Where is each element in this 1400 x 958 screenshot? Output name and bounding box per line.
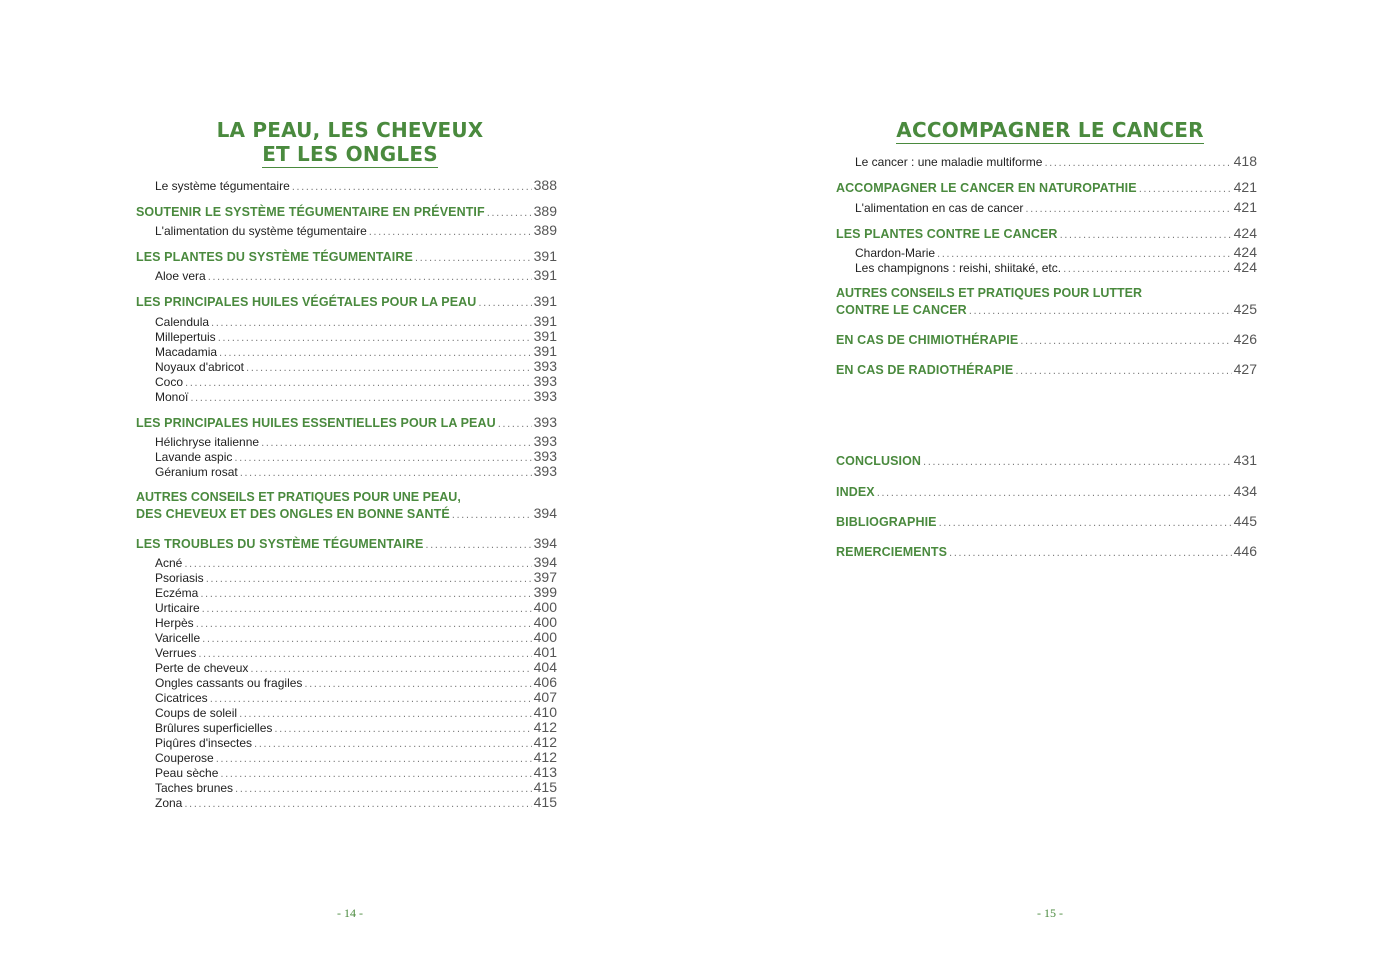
- dot-leader: [498, 417, 532, 432]
- dot-leader: [292, 180, 532, 195]
- toc-page-number: 445: [1233, 513, 1257, 529]
- toc-subentry[interactable]: [155, 359, 557, 374]
- toc-entry-label: Acné: [155, 556, 183, 570]
- toc-subentry[interactable]: [155, 389, 557, 404]
- toc-entry-label: INDEX: [836, 485, 875, 499]
- toc-entry-label: Hélichryse italienne: [155, 435, 260, 449]
- toc-section-entry[interactable]: [136, 536, 557, 551]
- toc-subentry[interactable]: [155, 314, 557, 329]
- toc-section-entry[interactable]: [136, 294, 557, 309]
- toc-entry-label: BIBLIOGRAPHIE: [836, 515, 937, 529]
- toc-entry-label: Les champignons : reishi, shiitaké, etc.: [855, 261, 1062, 275]
- toc-entry-label: Zona: [155, 796, 183, 810]
- toc-section-entry[interactable]: [836, 332, 1257, 347]
- toc-page-number: 406: [533, 674, 557, 690]
- toc-page-number: 393: [533, 373, 557, 389]
- toc-subentry[interactable]: [155, 178, 557, 193]
- toc-page-number: 389: [533, 222, 557, 238]
- dot-leader: [1015, 364, 1231, 379]
- toc-entry-label: L'alimentation du système tégumentaire: [155, 224, 367, 238]
- toc-subentry[interactable]: [855, 154, 1257, 169]
- toc-entry-label: EN CAS DE RADIOTHÉRAPIE: [836, 363, 1014, 377]
- dot-leader: [939, 516, 1232, 531]
- toc-section-heading[interactable]: AUTRES CONSEILS ET PRATIQUES POUR UNE PEAU,: [136, 490, 461, 504]
- toc-entry-label: Noyaux d'abricot: [155, 360, 245, 374]
- toc-page-number: 412: [533, 749, 557, 765]
- toc-page-number: 391: [533, 267, 557, 283]
- toc-subentry[interactable]: [155, 223, 557, 238]
- toc-page-number: 393: [533, 414, 557, 430]
- dot-leader: [478, 296, 531, 311]
- toc-page-number: 388: [533, 177, 557, 193]
- toc-entry-label: Perte de cheveux: [155, 661, 249, 675]
- dot-leader: [452, 508, 532, 523]
- toc-entry-label: Ongles cassants ou fragiles: [155, 676, 303, 690]
- toc-entry-label: Lavande aspic: [155, 450, 233, 464]
- toc-page-number: 415: [533, 779, 557, 795]
- toc-page-number: 415: [533, 794, 557, 810]
- toc-entry-label: LES PLANTES CONTRE LE CANCER: [836, 227, 1058, 241]
- toc-section-entry[interactable]: [136, 249, 557, 264]
- toc-subentry[interactable]: [155, 329, 557, 344]
- toc-entry-label: Monoï: [155, 390, 189, 404]
- toc-entry-label: Taches brunes: [155, 781, 234, 795]
- toc-entry-label: L'alimentation en cas de cancer: [855, 201, 1024, 215]
- toc-page-number: 394: [533, 535, 557, 551]
- toc-page-number: 391: [533, 313, 557, 329]
- dot-leader: [1025, 202, 1231, 217]
- chapter-title-line2: ET LES ONGLES: [262, 142, 438, 166]
- toc-subentry[interactable]: [155, 750, 557, 765]
- toc-entry-label: Varicelle: [155, 631, 201, 645]
- toc-page-number: 401: [533, 644, 557, 660]
- toc-entry-label: REMERCIEMENTS: [836, 545, 948, 559]
- toc-entry-label: Peau sèche: [155, 766, 219, 780]
- toc-subentry[interactable]: [155, 705, 557, 720]
- toc-entry-label: Verrues: [155, 646, 197, 660]
- toc-entry-label: Macadamia: [155, 345, 218, 359]
- toc-entry-label: Coco: [155, 375, 184, 389]
- toc-entry-label: Millepertuis: [155, 330, 216, 344]
- dot-leader: [949, 546, 1232, 561]
- toc-subentry[interactable]: [855, 200, 1257, 215]
- chapter-title-line1: LA PEAU, LES CHEVEUX: [216, 118, 484, 142]
- toc-entry-label: LES PRINCIPALES HUILES ESSENTIELLES POUR LA PEAU: [136, 416, 496, 430]
- toc-subentry[interactable]: [155, 570, 557, 585]
- chapter-title-line1: ACCOMPAGNER LE CANCER: [896, 118, 1204, 142]
- toc-entry-label: LES TROUBLES DU SYSTÈME TÉGUMENTAIRE: [136, 537, 424, 551]
- dot-leader: [240, 466, 532, 481]
- toc-section-entry[interactable]: [836, 302, 1257, 317]
- chapter-title: [150, 118, 550, 168]
- dot-leader: [923, 455, 1232, 470]
- dot-leader: [877, 486, 1232, 501]
- page-number: - 14 -: [337, 906, 363, 920]
- toc-section-entry[interactable]: [836, 484, 1257, 499]
- toc-subentry[interactable]: [155, 735, 557, 750]
- toc-entry-label: Herpès: [155, 616, 194, 630]
- toc-subentry[interactable]: [155, 434, 557, 449]
- toc-entry-label: Chardon-Marie: [855, 246, 936, 260]
- toc-subentry[interactable]: [155, 600, 557, 615]
- toc-entry-label: LES PLANTES DU SYSTÈME TÉGUMENTAIRE: [136, 250, 413, 264]
- toc-page-number: 391: [533, 248, 557, 264]
- toc-section-entry[interactable]: [136, 415, 557, 430]
- toc-page-number: 425: [1233, 301, 1257, 317]
- toc-subentry[interactable]: [155, 555, 557, 570]
- toc-page-number: 393: [533, 358, 557, 374]
- toc-subentry[interactable]: [155, 344, 557, 359]
- toc-entry-label: DES CHEVEUX ET DES ONGLES EN BONNE SANTÉ: [136, 507, 450, 521]
- toc-page-number: 434: [1233, 483, 1257, 499]
- toc-page-number: 424: [1233, 244, 1257, 260]
- toc-section-entry[interactable]: [836, 453, 1257, 468]
- dot-leader: [425, 538, 531, 553]
- toc-page-number: 394: [533, 554, 557, 570]
- toc-entry-label: SOUTENIR LE SYSTÈME TÉGUMENTAIRE EN PRÉVENTIF: [136, 205, 485, 219]
- toc-section-entry[interactable]: [136, 506, 557, 521]
- toc-page-number: 391: [533, 343, 557, 359]
- toc-entry-label: CONCLUSION: [836, 454, 922, 468]
- toc-page-number: 393: [533, 433, 557, 449]
- toc-subentry[interactable]: [155, 675, 557, 690]
- toc-subentry[interactable]: [155, 464, 557, 479]
- toc-section-entry[interactable]: [836, 362, 1257, 377]
- toc-page-number: 391: [533, 328, 557, 344]
- toc-entry-label: Psoriasis: [155, 571, 204, 585]
- toc-page-number: 424: [1233, 225, 1257, 241]
- toc-entry-label: Brûlures superficielles: [155, 721, 273, 735]
- toc-entry-label: Coups de soleil: [155, 706, 238, 720]
- toc-page-number: 413: [533, 764, 557, 780]
- toc-page-number: 389: [533, 203, 557, 219]
- dot-leader: [184, 797, 531, 812]
- toc-entry-label: Eczéma: [155, 586, 199, 600]
- toc-subentry[interactable]: [155, 630, 557, 645]
- toc-page-number: 412: [533, 734, 557, 750]
- dot-leader: [969, 304, 1232, 319]
- toc-subentry[interactable]: [855, 260, 1257, 275]
- toc-page-number: 400: [533, 599, 557, 615]
- toc-page-number: 412: [533, 719, 557, 735]
- toc-page-number: 446: [1233, 543, 1257, 559]
- toc-page-number: 404: [533, 659, 557, 675]
- toc-entry-label: Aloe vera: [155, 269, 206, 283]
- toc-entry-label: Couperose: [155, 751, 214, 765]
- toc-page-number: 400: [533, 629, 557, 645]
- toc-section-entry[interactable]: [136, 204, 557, 219]
- toc-page-number: 424: [1233, 259, 1257, 275]
- toc-entry-label: EN CAS DE CHIMIOTHÉRAPIE: [836, 333, 1019, 347]
- toc-page-number: 397: [533, 569, 557, 585]
- toc-page-number: 391: [533, 293, 557, 309]
- toc-section-entry[interactable]: [836, 544, 1257, 559]
- toc-page-number: 427: [1233, 361, 1257, 377]
- toc-entry-label: Calendula: [155, 315, 210, 329]
- toc-page-number: 400: [533, 614, 557, 630]
- toc-page-number: 393: [533, 448, 557, 464]
- toc-subentry[interactable]: [855, 245, 1257, 260]
- toc-entry-label: CONTRE LE CANCER: [836, 303, 967, 317]
- dot-leader: [415, 251, 532, 266]
- chapter-title: [850, 118, 1250, 144]
- toc-section-entry[interactable]: [836, 514, 1257, 529]
- toc-subentry[interactable]: [155, 585, 557, 600]
- dot-leader: [1063, 262, 1232, 277]
- toc-subentry[interactable]: [155, 449, 557, 464]
- toc-entry-label: Urticaire: [155, 601, 200, 615]
- toc-page-number: 431: [1233, 452, 1257, 468]
- dot-leader: [190, 391, 531, 406]
- toc-entry-label: Le système tégumentaire: [155, 179, 290, 193]
- dot-leader: [208, 270, 532, 285]
- dot-leader: [1020, 334, 1231, 349]
- toc-section-entry[interactable]: [836, 180, 1257, 195]
- toc-page-number: 410: [533, 704, 557, 720]
- toc-entry-label: Le cancer : une maladie multiforme: [855, 155, 1043, 169]
- dot-leader: [1044, 156, 1231, 171]
- toc-entry-label: Géranium rosat: [155, 465, 238, 479]
- toc-subentry[interactable]: [155, 780, 557, 795]
- toc-entry-label: Piqûres d'insectes: [155, 736, 253, 750]
- toc-page-number: 426: [1233, 331, 1257, 347]
- toc-subentry[interactable]: [155, 615, 557, 630]
- toc-subentry[interactable]: [155, 268, 557, 283]
- right-page: [700, 0, 1400, 958]
- toc-subentry[interactable]: [155, 645, 557, 660]
- dot-leader: [1060, 228, 1232, 243]
- dot-leader: [1139, 182, 1232, 197]
- toc-subentry[interactable]: [155, 690, 557, 705]
- toc-page-number: 393: [533, 388, 557, 404]
- toc-page-number: 394: [533, 505, 557, 521]
- dot-leader: [487, 206, 532, 221]
- toc-subentry[interactable]: [155, 765, 557, 780]
- toc-page-number: 407: [533, 689, 557, 705]
- toc-subentry[interactable]: [155, 374, 557, 389]
- toc-page-number: 421: [1233, 199, 1257, 215]
- toc-page-number: 418: [1233, 153, 1257, 169]
- toc-page-number: 393: [533, 463, 557, 479]
- toc-section-entry[interactable]: [836, 226, 1257, 241]
- toc-page-number: 399: [533, 584, 557, 600]
- toc-subentry[interactable]: [155, 720, 557, 735]
- toc-entry-label: Cicatrices: [155, 691, 208, 705]
- toc-subentry[interactable]: [155, 795, 557, 810]
- toc-section-heading[interactable]: AUTRES CONSEILS ET PRATIQUES POUR LUTTER: [836, 286, 1143, 300]
- dot-leader: [369, 225, 532, 240]
- toc-entry-label: ACCOMPAGNER LE CANCER EN NATUROPATHIE: [836, 181, 1137, 195]
- toc-page-number: 421: [1233, 179, 1257, 195]
- page-number: - 15 -: [1037, 906, 1063, 920]
- toc-entry-label: LES PRINCIPALES HUILES VÉGÉTALES POUR LA PEAU: [136, 295, 477, 309]
- toc-subentry[interactable]: [155, 660, 557, 675]
